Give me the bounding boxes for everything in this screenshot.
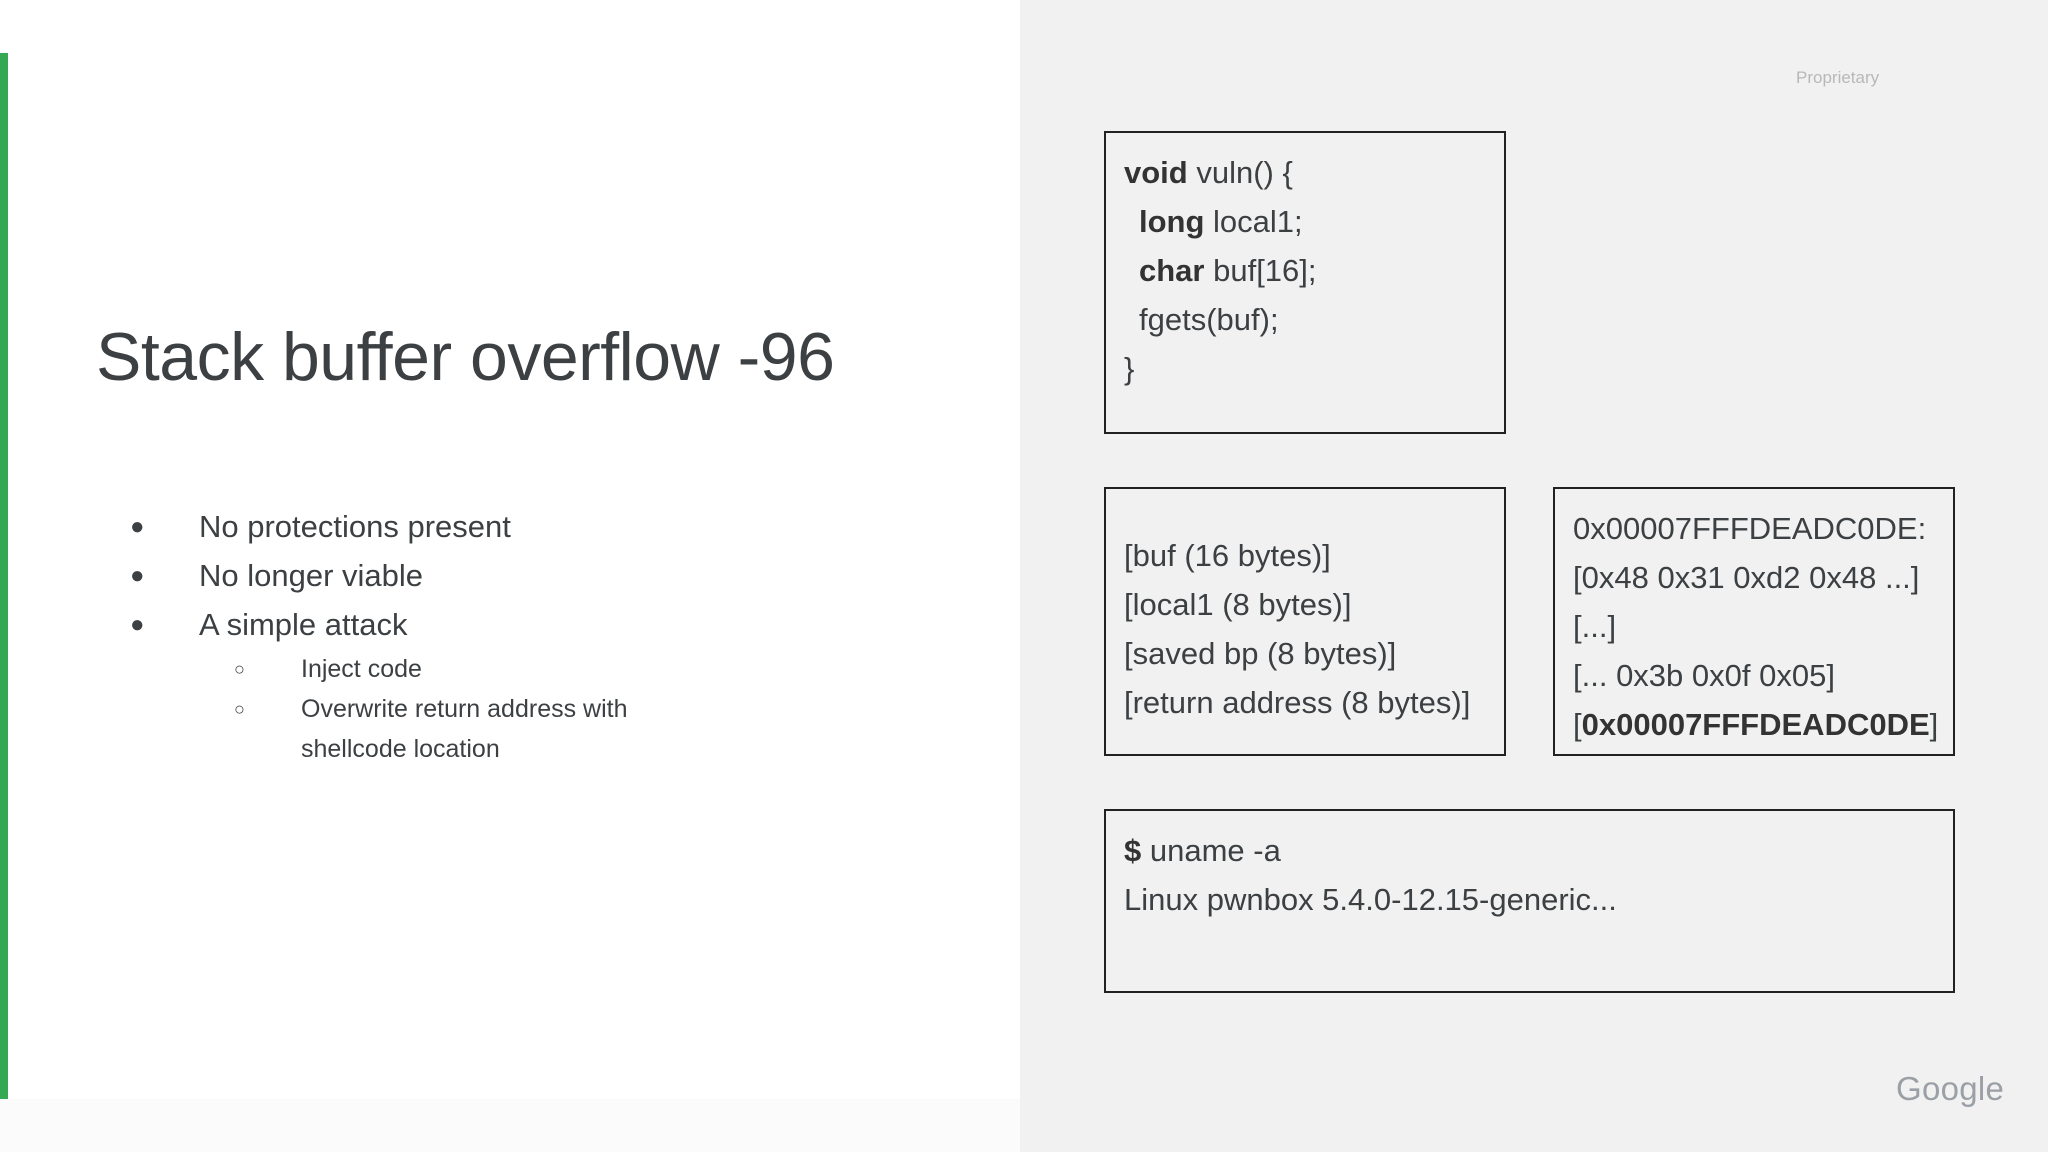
- slide-title: Stack buffer overflow -96: [96, 319, 835, 395]
- sub-bullet-item: [130, 689, 750, 769]
- shell-command: uname -a: [1141, 833, 1281, 868]
- code-line: [1124, 246, 1504, 295]
- bullet-text: No protections present: [199, 509, 511, 544]
- sub-bullet-text: Inject code: [301, 655, 422, 683]
- code-text: buf[16];: [1204, 253, 1317, 288]
- code-line: [1124, 148, 1504, 197]
- sub-bullet-text: shellcode location: [301, 735, 500, 763]
- sub-bullet-item: [130, 649, 750, 689]
- code-line: [1124, 197, 1504, 246]
- stack-line: [local1 (8 bytes)]: [1124, 587, 1352, 622]
- memory-bracket: [: [1573, 707, 1582, 742]
- stack-line: [saved bp (8 bytes)]: [1124, 636, 1397, 671]
- shell-prompt: $: [1124, 833, 1142, 868]
- bullet-marker: ●: [130, 513, 145, 540]
- sub-bullet-marker: ○: [234, 699, 245, 719]
- memory-line: [...]: [1573, 609, 1617, 644]
- memory-line: [... 0x3b 0x0f 0x05]: [1573, 658, 1835, 693]
- memory-line: 0x00007FFFDEADC0DE:: [1573, 511, 1927, 546]
- bullet-list: [130, 502, 750, 769]
- code-line: fgets(buf);: [1139, 302, 1279, 337]
- bullet-text: No longer viable: [199, 558, 424, 593]
- bullet-text: A simple attack: [199, 607, 408, 642]
- code-keyword: char: [1139, 253, 1205, 288]
- bullet-item: [130, 600, 750, 649]
- code-text: vuln() {: [1187, 155, 1293, 190]
- bottom-strip: [0, 1099, 1020, 1152]
- memory-line: [1573, 700, 1953, 749]
- stack-layout-box: [1104, 487, 1506, 756]
- sub-bullet-marker: ○: [234, 659, 245, 679]
- accent-bar: [0, 53, 8, 1099]
- memory-line: [0x48 0x31 0xd2 0x48 ...]: [1573, 560, 1920, 595]
- memory-address: 0x00007FFFDEADC0DE: [1581, 707, 1930, 742]
- code-keyword: void: [1124, 155, 1188, 190]
- bullet-marker: ●: [130, 611, 145, 638]
- bullet-item: [130, 551, 750, 600]
- shell-output: Linux pwnbox 5.4.0-12.15-generic...: [1124, 882, 1617, 917]
- bullet-marker: ●: [130, 562, 145, 589]
- google-logo: Google: [1896, 1070, 2005, 1107]
- code-line: }: [1124, 351, 1135, 386]
- shell-box: [1104, 809, 1955, 993]
- code-text: local1;: [1204, 204, 1303, 239]
- code-keyword: long: [1139, 204, 1205, 239]
- memory-bracket: ]: [1929, 707, 1939, 742]
- stack-line: [buf (16 bytes)]: [1124, 538, 1331, 573]
- code-box: [1104, 131, 1506, 434]
- shell-command-line: [1124, 826, 1953, 875]
- stack-line: [return address (8 bytes)]: [1124, 685, 1471, 720]
- proprietary-label: Proprietary: [1796, 68, 1880, 87]
- bullet-item: [130, 502, 750, 551]
- sub-bullet-text: Overwrite return address with: [301, 695, 628, 723]
- memory-box: [1553, 487, 1955, 756]
